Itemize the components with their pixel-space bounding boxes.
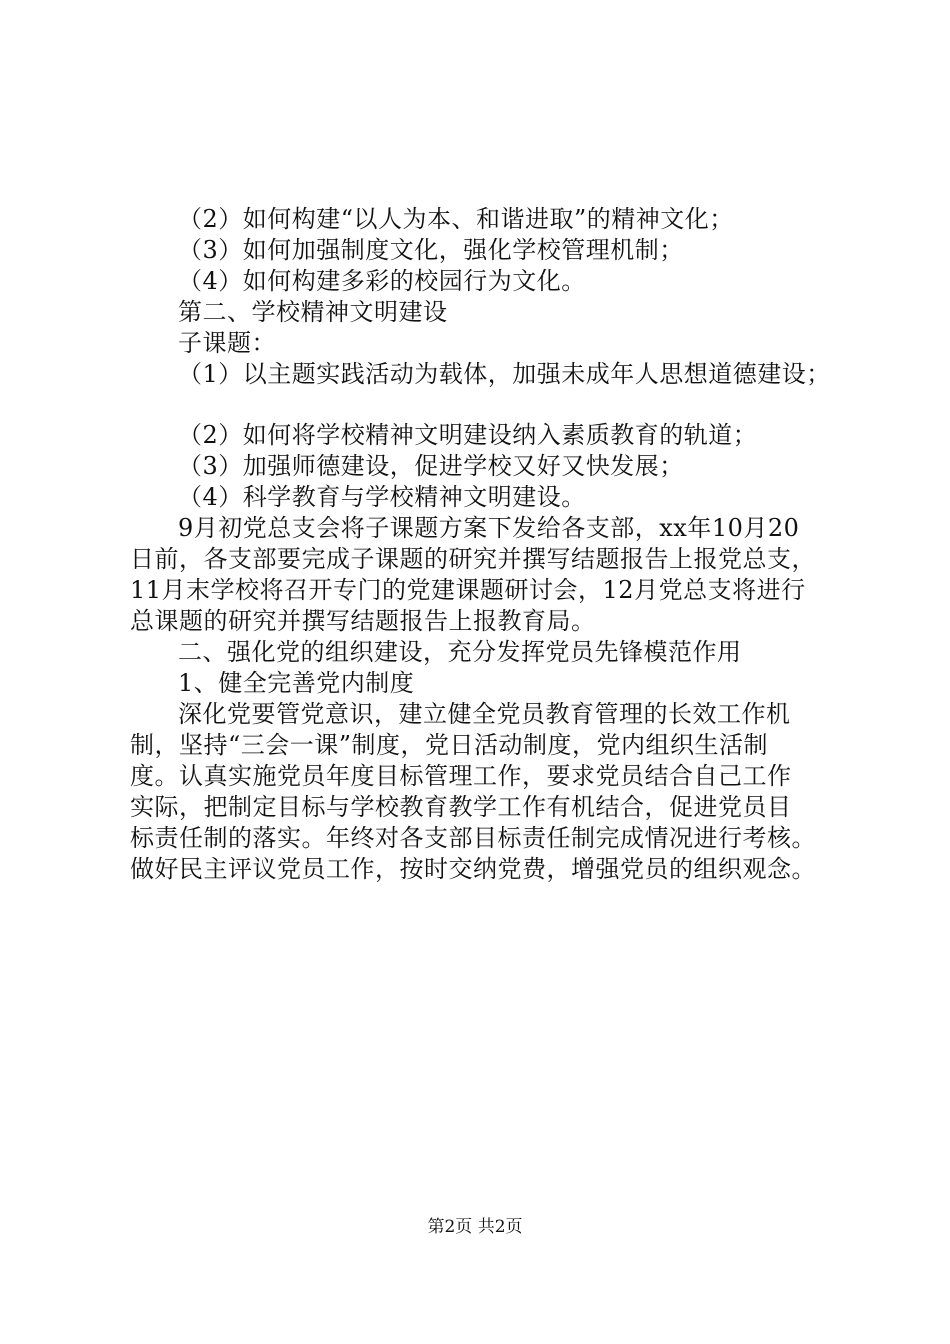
page-footer [0,1216,950,1238]
paragraph-line: 深化党要管党意识，建立健全党员教育管理的长效工作机 [178,700,791,728]
subsection-heading: 1、健全完善党内制度 [178,669,415,697]
spacer [130,390,840,420]
paragraph-line: 标责任制的落实。年终对各支部目标责任制完成情况进行考核。 [130,824,816,852]
list-item: （2）如何将学校精神文明建设纳入素质教育的轨道； [178,421,758,449]
document-body [130,204,840,885]
section-list-2 [130,420,840,885]
paragraph-line: 总课题的研究并撰写结题报告上报教育局。 [130,607,596,635]
section-heading: 二、强化党的组织建设，充分发挥党员先锋模范作用 [178,638,742,666]
list-item: （4）如何构建多彩的校园行为文化。 [178,267,586,295]
list-item: （1）以主题实践活动为载体，加强未成年人思想道德建设； [178,360,831,388]
list-item: （3）加强师德建设，促进学校又好又快发展； [178,452,684,480]
section-heading: 第二、学校精神文明建设 [178,298,448,326]
paragraph-line: 制，坚持“三会一课”制度，党日活动制度，党内组织生活制 [130,731,769,759]
paragraph-line: 度。认真实施党员年度目标管理工作，要求党员结合自己工作 [130,762,792,790]
subtopic-label: 子课题： [178,329,276,357]
list-item: （2）如何构建“以人为本、和谐进取”的精神文化； [178,205,734,233]
paragraph-line: 日前，各支部要完成子课题的研究并撰写结题报告上报党总支， [130,545,816,573]
paragraph-line: 11月末学校将召开专门的党建课题研讨会，12月党总支将进行 [130,576,806,604]
list-item: （3）如何加强制度文化，强化学校管理机制； [178,236,684,264]
paragraph-line: 9月初党总支会将子课题方案下发给各支部，xx年10月20 [178,514,800,542]
section-list-1 [130,204,840,390]
page-number: 第2页 共2页 [427,1217,523,1237]
list-item: （4）科学教育与学校精神文明建设。 [178,483,586,511]
paragraph-line: 做好民主评议党员工作，按时交纳党费，增强党员的组织观念。 [130,855,816,883]
paragraph-line: 实际，把制定目标与学校教育教学工作有机结合，促进党员目 [130,793,792,821]
